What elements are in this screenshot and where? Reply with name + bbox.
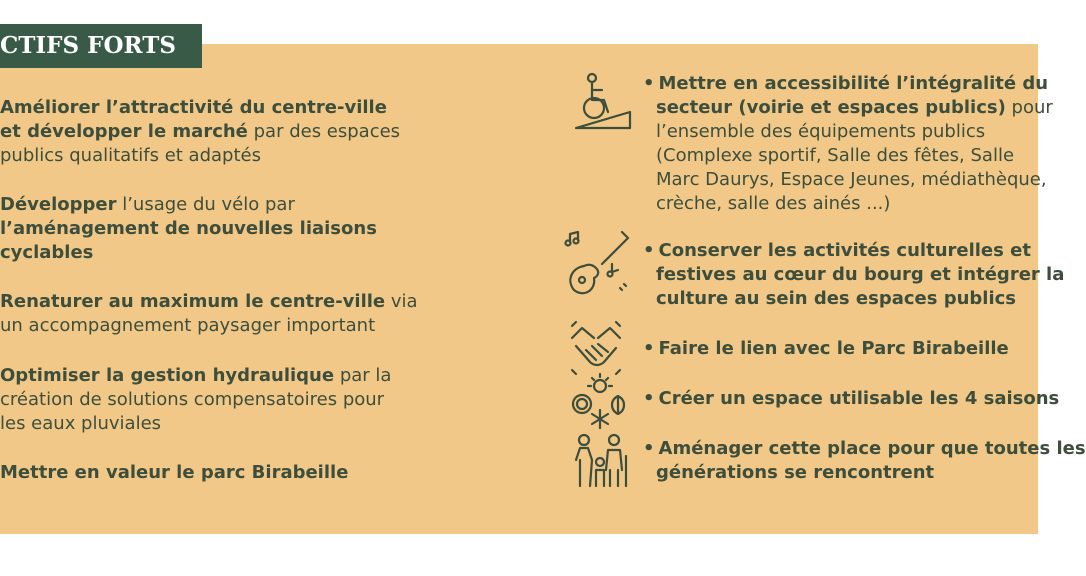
guitar-music-icon [562,228,632,298]
left-item-attractivite: Améliorer l’attractivité du centre-ville et développer le marché par des espaces publics qualitatifs et adaptés [0,97,401,166]
right-item-saisons: • Créer un espace utilisable les 4 saisons [643,388,1060,409]
left-item-velo: Développer l’usage du vélo par l’aménagement de nouvelles liaisons cyclables [0,194,377,263]
handshake-icon [566,318,626,378]
generations-family-icon [570,430,630,490]
left-item-renaturer: Renaturer au maximum le centre-ville via un accompagnement paysager important [0,291,418,336]
right-item-generations: • Aménager cette place pour que toutes les générations se rencontrent [643,438,1086,483]
right-item-lien-parc: • Faire le lien avec le Parc Birabeille [643,338,1009,359]
right-item-accessibilite: • Mettre en accessibilité l’intégralité du secteur (voirie et espaces publics) pour l’ensemble des équipements publics (Complexe sportif, Salle des fêtes, Salle Marc Daurys, Espace Jeunes, médiathèque, crèche, salle des ainés ...) [643,73,1053,214]
left-item-parc: Mettre en valeur le parc Birabeille [0,462,349,483]
left-item-hydraulique: Optimiser la gestion hydraulique par la création de solutions compensatoires pour les eaux pluviales [0,365,392,434]
section-heading: CTIFS FORTS [0,24,202,68]
four-seasons-icon [570,372,630,432]
right-item-culture: • Conserver les activités culturelles et festives au cœur du bourg et intégrer la culture au sein des espaces publics [643,240,1065,309]
wheelchair-icon [572,70,632,130]
